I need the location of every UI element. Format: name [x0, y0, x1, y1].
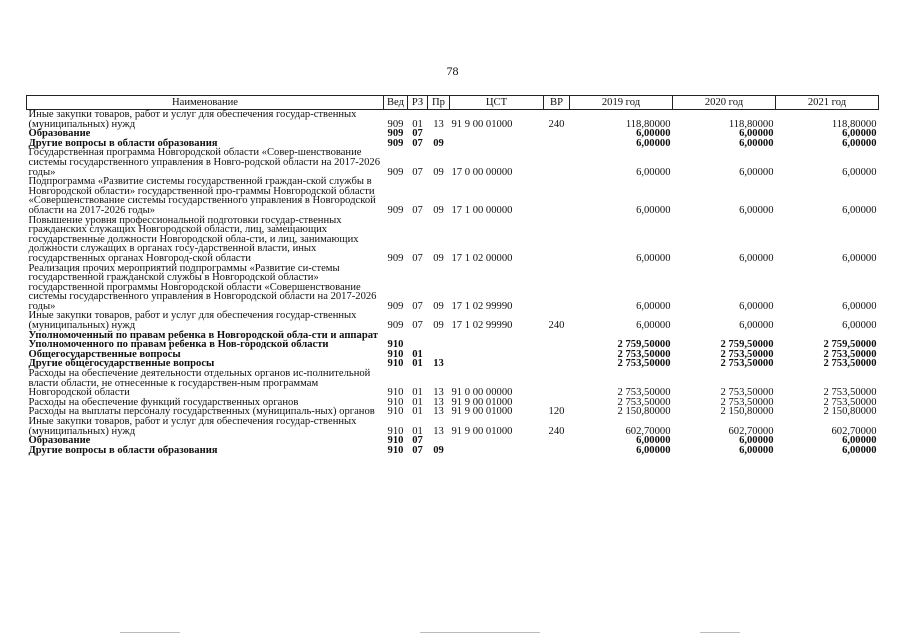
cell-name: Государственная программа Новгородской области «Совер-шенствование системы государственного управления в Новго-родской области на 2017-2026 годы»	[28, 147, 381, 178]
cell-name: Другие вопросы в области образования	[28, 444, 218, 456]
cell-rz: 07	[412, 252, 423, 264]
table-row	[27, 177, 879, 215]
cell-value-2021: 6,00000	[842, 435, 877, 447]
cell-pr	[428, 331, 450, 350]
cell-pr: 09	[433, 320, 444, 332]
scan-noise	[0, 628, 905, 640]
cell-name: Расходы на выплаты персоналу государственных (муниципаль-ных) органов	[28, 406, 375, 418]
cell-pr: 09	[433, 204, 444, 216]
cell-ved: 910	[387, 348, 404, 360]
cell-rz: 01	[412, 425, 423, 437]
cell-value-2021: 6,00000	[842, 204, 877, 216]
cell-ved: 909	[387, 128, 404, 140]
cell-vr	[544, 139, 570, 149]
cell-value-2020: 2 753,50000	[720, 348, 774, 360]
cell-cst: 91 9 00 01000	[451, 118, 513, 130]
header-2019: 2019 год	[570, 96, 673, 110]
table-row	[27, 216, 879, 264]
header-rz: РЗ	[408, 96, 428, 110]
cell-value-2019: 6,00000	[636, 444, 671, 456]
cell-ved: 909	[387, 118, 404, 130]
cell-pr: 13	[433, 425, 444, 437]
cell-value-2019: 6,00000	[636, 300, 671, 312]
table-row	[27, 264, 879, 312]
cell-rz: 07	[412, 444, 423, 456]
header-cst: ЦСТ	[450, 96, 544, 110]
cell-value-2019: 2 753,50000	[617, 387, 671, 399]
cell-vr: 240	[548, 425, 565, 437]
cell-value-2020: 2 150,80000	[720, 406, 774, 418]
cell-value-2019: 2 759,50000	[617, 339, 671, 351]
cell-vr	[544, 350, 570, 360]
cell-pr: 09	[433, 166, 444, 178]
header-ved: Вед	[384, 96, 408, 110]
table-row	[27, 369, 879, 398]
cell-rz: 07	[412, 137, 423, 149]
cell-pr: 13	[433, 358, 444, 370]
cell-rz: 01	[412, 387, 423, 399]
cell-value-2020: 6,00000	[739, 137, 774, 149]
table-row	[27, 446, 879, 456]
cell-cst: 17 1 02 00000	[451, 252, 513, 264]
cell-vr	[544, 129, 570, 139]
cell-ved: 910	[387, 425, 404, 437]
cell-value-2020: 6,00000	[739, 300, 774, 312]
cell-ved: 910	[387, 358, 404, 370]
cell-rz: 07	[412, 204, 423, 216]
cell-ved: 909	[387, 300, 404, 312]
cell-rz: 01	[412, 406, 423, 418]
page-number: 78	[446, 64, 459, 78]
cell-vr	[544, 148, 570, 177]
cell-rz: 07	[412, 435, 423, 447]
cell-cst: 91 9 00 01000	[451, 406, 513, 418]
cell-pr: 13	[433, 387, 444, 399]
cell-vr: 240	[548, 118, 565, 130]
cell-value-2020: 118,80000	[728, 118, 774, 130]
cell-value-2021: 2 753,50000	[823, 396, 877, 408]
cell-cst: 91 9 00 01000	[451, 396, 513, 408]
table-row	[27, 110, 879, 130]
cell-cst: 17 1 00 00000	[451, 204, 513, 216]
cell-value-2021: 2 759,50000	[823, 339, 877, 351]
cell-value-2021: 2 753,50000	[823, 348, 877, 360]
cell-vr	[544, 331, 570, 350]
cell-ved: 909	[387, 204, 404, 216]
cell-cst	[450, 350, 544, 360]
table-body	[27, 110, 879, 456]
cell-value-2021: 6,00000	[842, 444, 877, 456]
cell-cst	[450, 331, 544, 350]
cell-value-2020: 6,00000	[739, 128, 774, 140]
header-name: Наименование	[27, 96, 384, 110]
cell-cst: 17 1 02 99990	[451, 300, 513, 312]
cell-pr: 13	[433, 396, 444, 408]
cell-ved: 909	[387, 137, 404, 149]
cell-vr	[544, 359, 570, 369]
table-row	[27, 417, 879, 436]
cell-cst	[450, 446, 544, 456]
cell-ved: 910	[387, 444, 404, 456]
cell-cst: 91 9 00 01000	[451, 425, 513, 437]
cell-rz: 07	[412, 128, 423, 140]
cell-cst: 17 0 00 00000	[451, 166, 513, 178]
budget-table	[26, 95, 879, 455]
cell-value-2021: 602,70000	[831, 425, 877, 437]
cell-value-2019: 118,80000	[625, 118, 671, 130]
cell-value-2019: 2 753,50000	[617, 348, 671, 360]
cell-value-2019: 6,00000	[636, 204, 671, 216]
cell-name: Иные закупки товаров, работ и услуг для обеспечения государ-ственных (муниципальных) нужд	[28, 416, 357, 437]
cell-cst: 17 1 02 99990	[451, 320, 513, 332]
cell-value-2019: 6,00000	[636, 252, 671, 264]
cell-value-2020: 6,00000	[739, 166, 774, 178]
cell-value-2020: 2 753,50000	[720, 358, 774, 370]
cell-ved: 909	[387, 320, 404, 332]
cell-name: Уполномоченный по правам ребенка в Новгородской обла-сти и аппарат Уполномоченного по правам ребенка в Нов-городской области	[28, 329, 378, 351]
cell-value-2021: 6,00000	[842, 252, 877, 264]
cell-ved: 909	[387, 166, 404, 178]
cell-value-2021: 6,00000	[842, 128, 877, 140]
cell-vr	[544, 369, 570, 398]
cell-name: Реализация прочих мероприятий подпрограммы «Развитие си-стемы государственной гражданской службы в Новгородской области» государственной программы Новгородской области «Совершенствование системы государственного управления в Новгородской области на 2017-2026 годы»	[28, 262, 377, 312]
cell-rz	[408, 331, 428, 350]
cell-value-2021: 2 753,50000	[823, 358, 877, 370]
cell-name: Иные закупки товаров, работ и услуг для обеспечения государ-ственных (муниципальных) нужд	[28, 310, 357, 332]
cell-ved: 909	[387, 252, 404, 264]
cell-pr: 09	[433, 300, 444, 312]
cell-pr: 13	[433, 406, 444, 418]
cell-value-2020: 2 759,50000	[720, 339, 774, 351]
cell-ved: 910	[387, 339, 404, 351]
cell-value-2019: 6,00000	[636, 128, 671, 140]
cell-name: Образование	[28, 435, 91, 447]
cell-rz: 07	[412, 320, 423, 332]
table-row	[27, 311, 879, 330]
cell-name: Образование	[28, 128, 91, 140]
table-row	[27, 148, 879, 177]
cell-value-2021: 2 150,80000	[823, 406, 877, 418]
cell-value-2019: 6,00000	[636, 166, 671, 178]
cell-value-2021: 2 753,50000	[823, 387, 877, 399]
cell-vr	[544, 264, 570, 312]
cell-name: Повышение уровня профессиональной подготовки государ-ственных гражданских служащих Новгородской области, лиц, замещающих государственные должности Новгородской обла-сти, и лиц, занимающих должности служащих в органах госу-дарственной власти, иных государственных органах Новгород-ской области	[28, 214, 359, 264]
cell-value-2020: 2 753,50000	[720, 387, 774, 399]
cell-cst	[450, 129, 544, 139]
cell-ved: 910	[387, 406, 404, 418]
cell-rz: 01	[412, 118, 423, 130]
cell-value-2020: 2 753,50000	[720, 396, 774, 408]
cell-cst	[450, 436, 544, 446]
cell-name: Иные закупки товаров, работ и услуг для обеспечения государ-ственных (муниципальных) нужд	[28, 109, 357, 130]
cell-cst: 91 0 00 00000	[451, 387, 513, 399]
cell-value-2019: 6,00000	[636, 320, 671, 332]
cell-name: Расходы на обеспечение функций государственных органов	[28, 396, 299, 408]
cell-vr	[544, 177, 570, 215]
cell-vr	[544, 446, 570, 456]
cell-rz: 07	[412, 300, 423, 312]
cell-value-2019: 6,00000	[636, 137, 671, 149]
table-header-row	[27, 96, 879, 110]
cell-value-2021: 6,00000	[842, 320, 877, 332]
cell-vr	[544, 216, 570, 264]
cell-value-2020: 6,00000	[739, 204, 774, 216]
header-pr: Пр	[428, 96, 450, 110]
cell-value-2021: 6,00000	[842, 166, 877, 178]
cell-value-2019: 602,70000	[625, 425, 671, 437]
cell-value-2021: 6,00000	[842, 137, 877, 149]
cell-pr: 09	[433, 137, 444, 149]
cell-pr: 09	[433, 444, 444, 456]
cell-pr: 13	[433, 118, 444, 130]
cell-value-2020: 6,00000	[739, 320, 774, 332]
header-2021: 2021 год	[776, 96, 879, 110]
cell-value-2020: 6,00000	[739, 444, 774, 456]
cell-ved: 910	[387, 387, 404, 399]
cell-vr: 120	[548, 406, 565, 418]
cell-pr: 09	[433, 252, 444, 264]
cell-value-2020: 6,00000	[739, 435, 774, 447]
cell-rz: 01	[412, 348, 423, 360]
cell-vr: 240	[548, 320, 565, 332]
cell-cst	[450, 139, 544, 149]
cell-ved: 910	[387, 396, 404, 408]
cell-rz: 07	[412, 166, 423, 178]
cell-rz: 01	[412, 396, 423, 408]
cell-vr	[544, 436, 570, 446]
cell-value-2020: 6,00000	[739, 252, 774, 264]
cell-name: Общегосударственные вопросы	[28, 348, 181, 360]
header-2020: 2020 год	[673, 96, 776, 110]
cell-value-2019: 6,00000	[636, 435, 671, 447]
cell-value-2021: 6,00000	[842, 300, 877, 312]
cell-name: Подпрограмма «Развитие системы государственной граждан-ской службы в Новгородской области» государственной про-граммы Новгородской области «Совершенствование системы государственного управления в Новгородской области на 2017-2026 годы»	[28, 176, 376, 216]
cell-value-2019: 2 753,50000	[617, 358, 671, 370]
cell-name: Расходы на обеспечение деятельности отдельных органов ис-полнительной власти области, не отнесенные к государствен-ным программам Новгородской области	[28, 368, 371, 399]
cell-name: Другие общегосударственные вопросы	[28, 358, 215, 370]
cell-cst	[450, 359, 544, 369]
cell-name: Другие вопросы в области образования	[28, 137, 218, 149]
cell-value-2021: 118,80000	[831, 118, 877, 130]
cell-value-2019: 2 753,50000	[617, 396, 671, 408]
cell-ved: 910	[387, 435, 404, 447]
table-row	[27, 331, 879, 350]
cell-rz: 01	[412, 358, 423, 370]
header-vr: ВР	[544, 96, 570, 110]
cell-value-2019: 2 150,80000	[617, 406, 671, 418]
cell-value-2020: 602,70000	[728, 425, 774, 437]
